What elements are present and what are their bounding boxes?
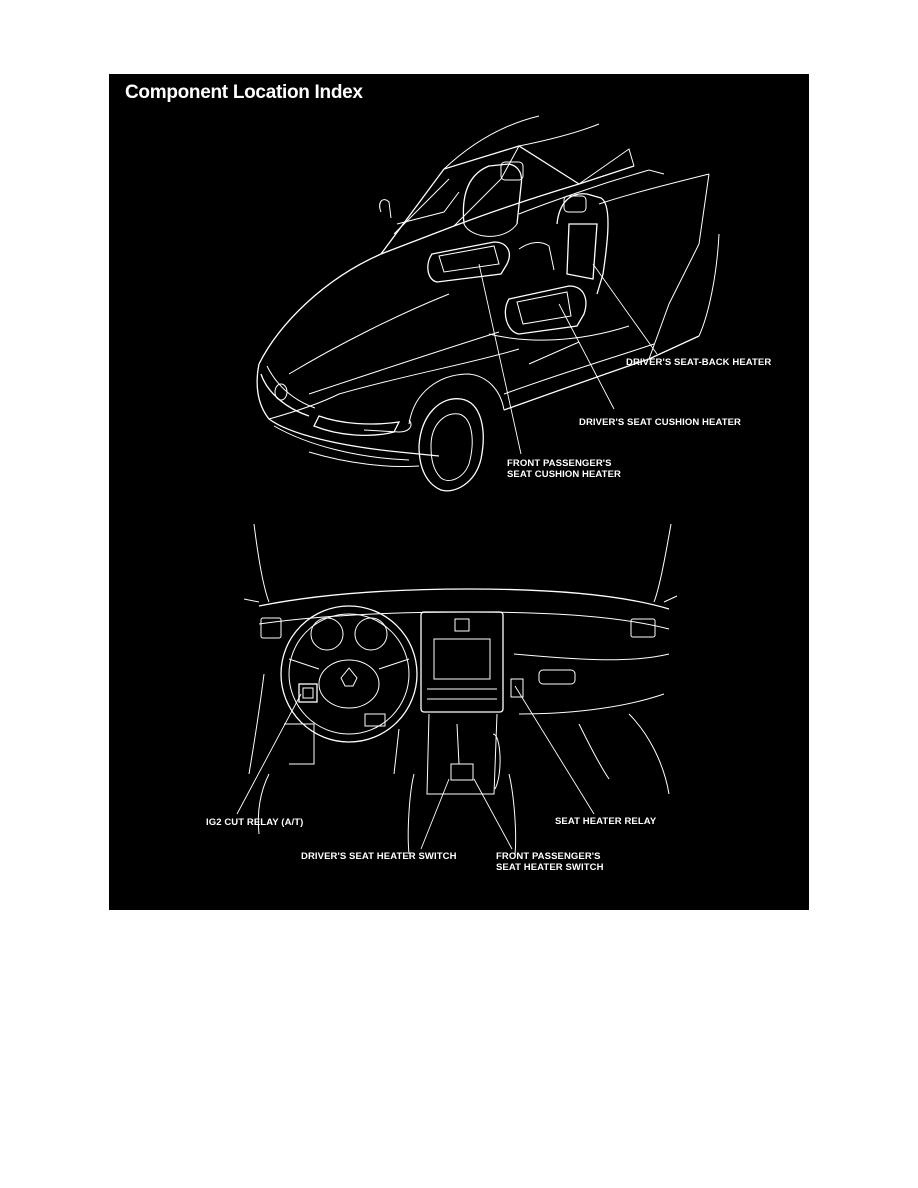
ig2-cut-relay-label: IG2 CUT RELAY (A/T) (206, 817, 304, 828)
drivers-seat-heater-switch-label: DRIVER'S SEAT HEATER SWITCH (301, 851, 457, 862)
front-passenger-seat-heater-switch-label (496, 851, 604, 873)
diagram-panel (109, 74, 809, 910)
component-location-illustration (109, 74, 809, 910)
front-passenger-seat-cushion-heater-line-2: SEAT CUSHION HEATER (507, 469, 621, 480)
dashboard-illustration (244, 524, 677, 854)
front-passenger-seat-heater-switch-line-2: SEAT HEATER SWITCH (496, 862, 604, 873)
front-passenger-seat-heater-switch-line-1: FRONT PASSENGER'S (496, 851, 601, 862)
page-title: Component Location Index (125, 82, 363, 103)
front-passenger-seat-cushion-heater-label (507, 458, 621, 480)
seat-heater-relay-label: SEAT HEATER RELAY (555, 816, 657, 827)
drivers-seat-cushion-heater-label: DRIVER'S SEAT CUSHION HEATER (579, 417, 741, 428)
front-passenger-seat-cushion-heater-line-1: FRONT PASSENGER'S (507, 458, 612, 469)
drivers-seatback-heater-label: DRIVER'S SEAT-BACK HEATER (626, 357, 772, 368)
